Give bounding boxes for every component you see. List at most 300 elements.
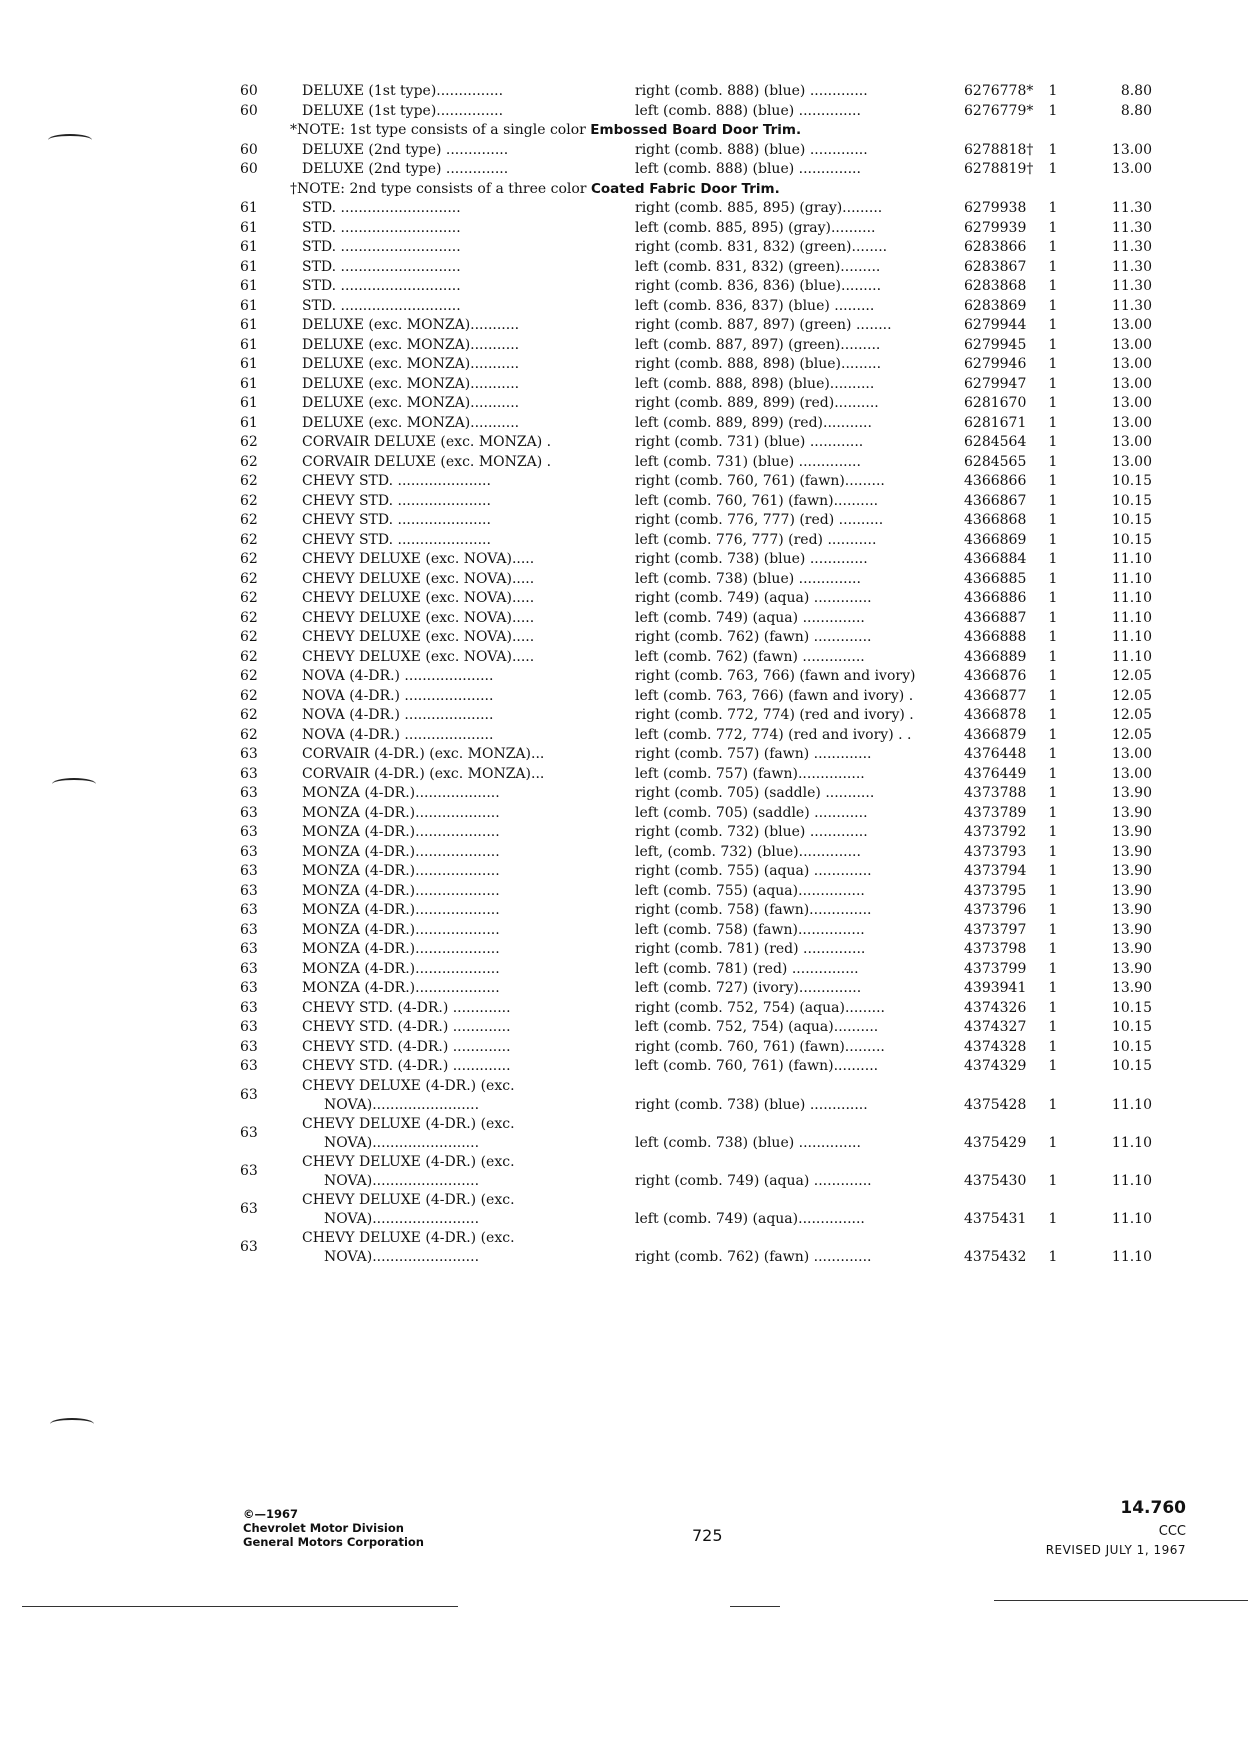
quantity: 1 — [1048, 726, 1058, 743]
note-prefix: *NOTE: 1st type consists of a single color — [290, 122, 591, 138]
table-row — [0, 862, 1248, 882]
ref-number: 61 — [240, 414, 258, 431]
side-and-trim: left (comb. 752, 754) (aqua).......... — [635, 1019, 879, 1035]
ref-number: 63 — [240, 1124, 258, 1141]
part-number: 6279939 — [964, 219, 1027, 236]
quantity: 1 — [1048, 609, 1058, 626]
side-and-trim: left (comb. 705) (saddle) ............ — [635, 804, 868, 821]
model-description — [302, 921, 592, 940]
model-description — [302, 82, 592, 101]
table-row — [0, 1229, 1248, 1267]
parts-table — [0, 82, 1248, 1267]
side-and-trim: left (comb. 887, 897) (green)......... — [635, 336, 881, 353]
model-description — [302, 238, 592, 257]
model-description-line: MONZA (4-DR.)................... — [302, 921, 500, 938]
side-and-trim: right (comb. 776, 777) (red) .......... — [635, 512, 884, 528]
side-and-trim: right (comb. 738) (blue) ............. — [635, 551, 868, 567]
list-price: 13.00 — [1111, 765, 1152, 782]
model-description-line: MONZA (4-DR.)................... — [302, 824, 500, 840]
table-row — [0, 901, 1248, 921]
side-and-trim: left (comb. 772, 774) (red and ivory) . . — [635, 726, 912, 743]
part-number: 4373798 — [964, 941, 1027, 957]
table-row — [0, 277, 1248, 297]
side-and-trim: right (comb. 885, 895) (gray)......... — [635, 200, 883, 216]
ref-number: 63 — [240, 843, 258, 860]
table-row — [0, 706, 1248, 726]
ref-number: 62 — [240, 453, 258, 470]
model-description-line: STD. ........................... — [302, 219, 461, 236]
model-description-line: MONZA (4-DR.)................... — [302, 902, 500, 918]
ref-number: 63 — [240, 1058, 258, 1074]
table-row — [0, 882, 1248, 902]
part-number: 4374328 — [964, 1038, 1027, 1055]
list-price: 8.80 — [1120, 83, 1152, 99]
footer-rule — [730, 1606, 780, 1607]
table-row — [0, 414, 1248, 434]
table-row — [0, 336, 1248, 356]
list-price: 12.05 — [1111, 726, 1152, 743]
quantity: 1 — [1048, 375, 1058, 392]
quantity: 1 — [1048, 453, 1058, 470]
list-price: 11.10 — [1111, 1248, 1152, 1265]
model-description — [302, 901, 592, 920]
quantity: 1 — [1048, 902, 1058, 918]
model-description-line: CHEVY STD. (4-DR.) ............. — [302, 1019, 511, 1035]
table-row — [0, 589, 1248, 609]
model-description — [302, 219, 592, 238]
side-and-trim: right (comb. 758) (fawn).............. — [635, 902, 872, 918]
table-row — [0, 765, 1248, 785]
side-and-trim: right (comb. 772, 774) (red and ivory) . — [635, 707, 914, 723]
model-description-line: NOVA (4-DR.) .................... — [302, 726, 494, 743]
quantity: 1 — [1048, 161, 1058, 177]
ref-number: 62 — [240, 512, 258, 528]
side-and-trim: right (comb. 889, 899) (red).......... — [635, 395, 879, 411]
ref-number: 63 — [240, 1019, 258, 1035]
model-description — [302, 589, 592, 608]
side-and-trim: right (comb. 757) (fawn) ............. — [635, 746, 872, 762]
model-description-line: MONZA (4-DR.)................... — [302, 863, 500, 879]
quantity: 1 — [1048, 492, 1058, 509]
model-description-line: CHEVY STD. (4-DR.) ............. — [302, 1058, 511, 1074]
part-number: 6279947 — [964, 375, 1027, 392]
table-row — [0, 258, 1248, 278]
part-number: 6283867 — [964, 258, 1027, 275]
part-number: 4375432 — [964, 1248, 1027, 1265]
model-description — [302, 1191, 592, 1229]
table-row — [0, 745, 1248, 765]
side-and-trim: left (comb. 888, 898) (blue).......... — [635, 375, 875, 392]
ref-number: 62 — [240, 590, 258, 606]
table-row — [0, 1038, 1248, 1058]
list-price: 13.90 — [1111, 882, 1152, 899]
part-number: 4366885 — [964, 570, 1027, 587]
model-description-line: CHEVY DELUXE (exc. NOVA)..... — [302, 570, 535, 587]
model-description-line: DELUXE (exc. MONZA)........... — [302, 356, 520, 372]
revision-date: REVISED JULY 1, 1967 — [1045, 1543, 1186, 1557]
side-and-trim: right (comb. 836, 836) (blue)......... — [635, 278, 882, 294]
list-price: 13.00 — [1111, 356, 1152, 372]
ref-number: 63 — [240, 941, 258, 957]
part-number: 4373793 — [964, 843, 1027, 860]
quantity: 1 — [1048, 551, 1058, 567]
quantity: 1 — [1048, 317, 1058, 333]
side-and-trim: right (comb. 760, 761) (fawn)......... — [635, 473, 885, 489]
table-row — [0, 82, 1248, 102]
part-number: 4366888 — [964, 629, 1027, 645]
side-and-trim: right (comb. 732) (blue) ............. — [635, 824, 868, 840]
ref-number: 62 — [240, 492, 258, 509]
model-description-line: CHEVY DELUXE (4-DR.) (exc. — [302, 1115, 515, 1132]
list-price: 13.90 — [1111, 902, 1152, 918]
ref-number: 63 — [240, 999, 258, 1016]
side-and-trim: right (comb. 760, 761) (fawn)......... — [635, 1038, 885, 1055]
list-price: 12.05 — [1111, 707, 1152, 723]
part-number: 4376449 — [964, 765, 1027, 782]
model-description-line: CORVAIR (4-DR.) (exc. MONZA)... — [302, 746, 545, 762]
model-description-line: STD. ........................... — [302, 297, 461, 314]
quantity: 1 — [1048, 843, 1058, 860]
part-number: 4374327 — [964, 1019, 1027, 1035]
table-row — [0, 667, 1248, 687]
quantity: 1 — [1048, 1172, 1058, 1189]
side-and-trim: left (comb. 760, 761) (fawn).......... — [635, 492, 879, 509]
table-row — [0, 102, 1248, 122]
ref-number: 61 — [240, 219, 258, 236]
part-number: 4366878 — [964, 707, 1027, 723]
side-and-trim: right (comb. 705) (saddle) ........... — [635, 785, 875, 801]
part-number: 4366876 — [964, 668, 1027, 684]
ref-number: 62 — [240, 570, 258, 587]
model-description — [302, 433, 592, 452]
list-price: 13.90 — [1111, 785, 1152, 801]
note-text — [290, 180, 990, 200]
part-number: 6278819† — [964, 161, 1034, 177]
corporation-name: General Motors Corporation — [243, 1535, 424, 1549]
part-number: 4393941 — [964, 980, 1027, 996]
note-row — [0, 180, 1248, 200]
table-row — [0, 375, 1248, 395]
publisher-block — [243, 1507, 424, 1549]
quantity: 1 — [1048, 921, 1058, 938]
ref-number: 63 — [240, 1200, 258, 1217]
model-description — [302, 940, 592, 959]
model-description — [302, 1153, 592, 1191]
model-description-line: MONZA (4-DR.)................... — [302, 980, 500, 996]
ref-number: 60 — [240, 83, 258, 99]
list-price: 11.30 — [1111, 219, 1152, 236]
list-price: 10.15 — [1111, 999, 1152, 1016]
model-description — [302, 862, 592, 881]
ref-number: 60 — [240, 102, 258, 119]
side-and-trim: left (comb. 760, 761) (fawn).......... — [635, 1058, 879, 1074]
part-number: 4375430 — [964, 1172, 1027, 1189]
part-number: 6279946 — [964, 356, 1027, 372]
table-row — [0, 570, 1248, 590]
part-number: 4366884 — [964, 551, 1027, 567]
model-description-line: CORVAIR DELUXE (exc. MONZA) . — [302, 434, 552, 450]
quantity: 1 — [1048, 239, 1058, 255]
quantity: 1 — [1048, 258, 1058, 275]
side-and-trim: right (comb. 831, 832) (green)........ — [635, 239, 888, 255]
quantity: 1 — [1048, 941, 1058, 957]
ref-number: 63 — [240, 863, 258, 879]
model-description — [302, 492, 592, 511]
model-description-line: NOVA)........................ — [324, 1096, 480, 1113]
quantity: 1 — [1048, 336, 1058, 353]
list-price: 13.00 — [1111, 395, 1152, 411]
model-description-line: MONZA (4-DR.)................... — [302, 785, 500, 801]
ref-number: 61 — [240, 258, 258, 275]
model-description-line: CHEVY DELUXE (exc. NOVA)..... — [302, 609, 535, 626]
table-row — [0, 628, 1248, 648]
part-number: 4373797 — [964, 921, 1027, 938]
quantity: 1 — [1048, 999, 1058, 1016]
list-price: 12.05 — [1111, 687, 1152, 704]
catalog-code: CCC — [1158, 1524, 1186, 1539]
quantity: 1 — [1048, 200, 1058, 216]
list-price: 13.00 — [1111, 336, 1152, 353]
side-and-trim: right (comb. 781) (red) .............. — [635, 941, 866, 957]
table-row — [0, 316, 1248, 336]
quantity: 1 — [1048, 863, 1058, 879]
quantity: 1 — [1048, 804, 1058, 821]
model-description-line: CHEVY STD. ..................... — [302, 473, 491, 489]
part-number: 6276778* — [964, 83, 1034, 99]
model-description — [302, 706, 592, 725]
model-description-line: CHEVY DELUXE (exc. NOVA)..... — [302, 551, 535, 567]
ref-number: 61 — [240, 356, 258, 372]
part-number: 6284564 — [964, 434, 1027, 450]
part-number: 4374329 — [964, 1058, 1027, 1074]
list-price: 13.00 — [1111, 414, 1152, 431]
ref-number: 63 — [240, 921, 258, 938]
model-description — [302, 687, 592, 706]
list-price: 11.10 — [1111, 648, 1152, 665]
part-number: 4366867 — [964, 492, 1027, 509]
table-row — [0, 726, 1248, 746]
side-and-trim: right (comb. 755) (aqua) ............. — [635, 863, 872, 879]
part-number: 4366869 — [964, 531, 1027, 548]
side-and-trim: left, (comb. 732) (blue).............. — [635, 843, 861, 860]
side-and-trim: right (comb. 731) (blue) ............ — [635, 434, 864, 450]
ref-number: 63 — [240, 765, 258, 782]
table-row — [0, 531, 1248, 551]
quantity: 1 — [1048, 960, 1058, 977]
model-description — [302, 258, 592, 277]
quantity: 1 — [1048, 356, 1058, 372]
quantity: 1 — [1048, 570, 1058, 587]
side-and-trim: left (comb. 836, 837) (blue) ......... — [635, 297, 875, 314]
model-description — [302, 316, 592, 335]
quantity: 1 — [1048, 83, 1058, 99]
quantity: 1 — [1048, 668, 1058, 684]
quantity: 1 — [1048, 434, 1058, 450]
quantity: 1 — [1048, 707, 1058, 723]
ref-number: 62 — [240, 707, 258, 723]
side-and-trim: left (comb. 749) (aqua) .............. — [635, 609, 865, 626]
model-description — [302, 472, 592, 491]
quantity: 1 — [1048, 1058, 1058, 1074]
part-number: 6281671 — [964, 414, 1027, 431]
side-and-trim: left (comb. 831, 832) (green)......... — [635, 258, 881, 275]
side-and-trim: right (comb. 763, 766) (fawn and ivory) — [635, 668, 916, 684]
list-price: 13.00 — [1111, 746, 1152, 762]
table-row — [0, 355, 1248, 375]
side-and-trim: left (comb. 738) (blue) .............. — [635, 570, 861, 587]
quantity: 1 — [1048, 297, 1058, 314]
ref-number: 63 — [240, 980, 258, 996]
list-price: 13.00 — [1111, 453, 1152, 470]
note-prefix: †NOTE: 2nd type consists of a three color — [290, 180, 591, 197]
model-description — [302, 550, 592, 569]
table-row — [0, 1153, 1248, 1191]
model-description-line: DELUXE (2nd type) .............. — [302, 141, 509, 158]
model-description — [302, 375, 592, 394]
model-description-line: DELUXE (exc. MONZA)........... — [302, 317, 520, 333]
footer-rule — [994, 1600, 1248, 1601]
table-row — [0, 921, 1248, 941]
table-row — [0, 453, 1248, 473]
part-number: 4373799 — [964, 960, 1027, 977]
side-and-trim: right (comb. 888, 898) (blue)......... — [635, 356, 882, 372]
table-row — [0, 1191, 1248, 1229]
list-price: 10.15 — [1111, 1019, 1152, 1035]
quantity: 1 — [1048, 141, 1058, 158]
model-description-line: CHEVY STD. ..................... — [302, 492, 491, 509]
quantity: 1 — [1048, 765, 1058, 782]
side-and-trim: left (comb. 889, 899) (red)........... — [635, 414, 872, 431]
side-and-trim: left (comb. 763, 766) (fawn and ivory) . — [635, 687, 914, 704]
side-and-trim: left (comb. 757) (fawn)............... — [635, 765, 865, 782]
model-description — [302, 745, 592, 764]
quantity: 1 — [1048, 648, 1058, 665]
quantity: 1 — [1048, 1038, 1058, 1055]
side-and-trim: left (comb. 738) (blue) .............. — [635, 1134, 861, 1151]
ref-number: 61 — [240, 336, 258, 353]
part-number: 4366887 — [964, 609, 1027, 626]
part-number: 4366889 — [964, 648, 1027, 665]
ref-number: 62 — [240, 551, 258, 567]
ref-number: 62 — [240, 648, 258, 665]
side-and-trim: left (comb. 762) (fawn) .............. — [635, 648, 865, 665]
quantity: 1 — [1048, 1134, 1058, 1151]
model-description — [302, 667, 592, 686]
section-number: 14.760 — [1120, 1498, 1186, 1518]
side-and-trim: right (comb. 887, 897) (green) ........ — [635, 317, 892, 333]
model-description — [302, 336, 592, 355]
model-description-line: STD. ........................... — [302, 239, 461, 255]
model-description-line: CHEVY DELUXE (exc. NOVA)..... — [302, 590, 535, 606]
quantity: 1 — [1048, 1248, 1058, 1265]
part-number: 4366886 — [964, 590, 1027, 606]
note-emphasis: Embossed Board Door Trim. — [590, 122, 802, 138]
part-number: 6281670 — [964, 395, 1027, 411]
model-description — [302, 355, 592, 374]
quantity: 1 — [1048, 102, 1058, 119]
table-row — [0, 141, 1248, 161]
note-row — [0, 121, 1248, 141]
model-description — [302, 570, 592, 589]
model-description-line: CHEVY DELUXE (exc. NOVA)..... — [302, 629, 535, 645]
ref-number: 61 — [240, 395, 258, 411]
model-description-line: MONZA (4-DR.)................... — [302, 843, 500, 860]
model-description-line: CHEVY DELUXE (4-DR.) (exc. — [302, 1153, 515, 1170]
quantity: 1 — [1048, 473, 1058, 489]
table-row — [0, 999, 1248, 1019]
quantity: 1 — [1048, 512, 1058, 528]
model-description-line: STD. ........................... — [302, 278, 461, 294]
ref-number: 62 — [240, 726, 258, 743]
table-row — [0, 960, 1248, 980]
table-row — [0, 979, 1248, 999]
model-description — [302, 960, 592, 979]
quantity: 1 — [1048, 629, 1058, 645]
part-number: 6278818† — [964, 141, 1034, 158]
model-description-line: CORVAIR DELUXE (exc. MONZA) . — [302, 453, 552, 470]
ref-number: 63 — [240, 1038, 258, 1055]
quantity: 1 — [1048, 1019, 1058, 1035]
model-description — [302, 979, 592, 998]
side-and-trim: left (comb. 731) (blue) .............. — [635, 453, 861, 470]
model-description — [302, 1018, 592, 1037]
part-number: 4374326 — [964, 999, 1027, 1016]
side-and-trim: left (comb. 888) (blue) .............. — [635, 102, 861, 119]
ref-number: 61 — [240, 200, 258, 216]
model-description — [302, 102, 592, 121]
ref-number: 63 — [240, 1086, 258, 1103]
list-price: 8.80 — [1120, 102, 1152, 119]
table-row — [0, 648, 1248, 668]
model-description-line: DELUXE (2nd type) .............. — [302, 161, 509, 177]
model-description-line: DELUXE (exc. MONZA)........... — [302, 395, 520, 411]
model-description-line: CHEVY STD. ..................... — [302, 531, 491, 548]
quantity: 1 — [1048, 687, 1058, 704]
side-and-trim: right (comb. 888) (blue) ............. — [635, 83, 868, 99]
ref-number: 60 — [240, 141, 258, 158]
ref-number: 63 — [240, 804, 258, 821]
side-and-trim: left (comb. 888) (blue) .............. — [635, 161, 861, 177]
side-and-trim: left (comb. 776, 777) (red) ........... — [635, 531, 877, 548]
table-row — [0, 804, 1248, 824]
model-description-line: DELUXE (1st type)............... — [302, 83, 504, 99]
model-description — [302, 882, 592, 901]
quantity: 1 — [1048, 785, 1058, 801]
model-description — [302, 141, 592, 160]
model-description-line: NOVA)........................ — [324, 1248, 480, 1265]
quantity: 1 — [1048, 980, 1058, 996]
model-description — [302, 394, 592, 413]
list-price: 11.30 — [1111, 297, 1152, 314]
model-description-line: NOVA (4-DR.) .................... — [302, 668, 494, 684]
table-row — [0, 1057, 1248, 1077]
list-price: 13.00 — [1111, 161, 1152, 177]
model-description — [302, 648, 592, 667]
list-price: 10.15 — [1111, 512, 1152, 528]
list-price: 11.10 — [1111, 590, 1152, 606]
ref-number: 62 — [240, 434, 258, 450]
model-description-line: MONZA (4-DR.)................... — [302, 960, 500, 977]
quantity: 1 — [1048, 590, 1058, 606]
model-description-line: MONZA (4-DR.)................... — [302, 804, 500, 821]
model-description-line: STD. ........................... — [302, 258, 461, 275]
section-block — [960, 1498, 1186, 1557]
model-description-line: NOVA (4-DR.) .................... — [302, 707, 494, 723]
model-description — [302, 784, 592, 803]
table-row — [0, 823, 1248, 843]
table-row — [0, 238, 1248, 258]
division-name: Chevrolet Motor Division — [243, 1521, 404, 1535]
